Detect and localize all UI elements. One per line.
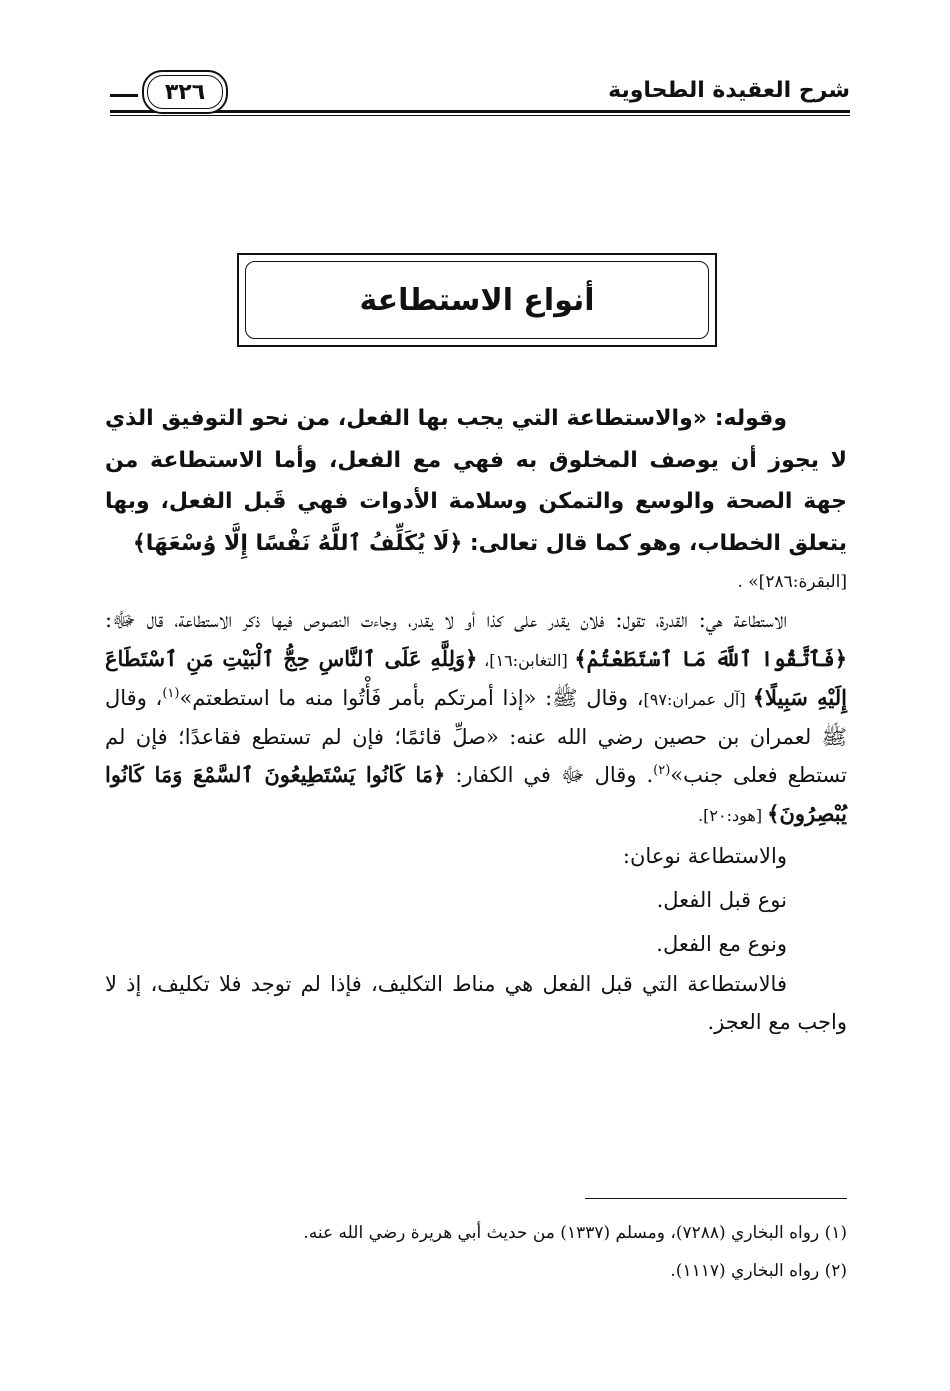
footnote-marker: (١) — [162, 686, 180, 701]
quran-reference: [التغابن:١٦]، — [477, 650, 575, 670]
types-intro: والاستطاعة نوعان: — [622, 844, 787, 868]
main-text — [105, 398, 847, 1041]
quoted-paragraph: وقوله: «والاستطاعة التي يجب بها الفعل، من نحو التوفيق الذي لا يجوز أن يوصف المخلوق به فهي مع الفعل، وأما الاستطاعة من جهة الصحة والوسع والتمكن وسلامة الأدوات فهي قَبل الفعل، وبها يتعلق الخطاب، وهو كما قال تعالى: ﴿لَا يُكَلِّفُ ٱللَّهُ نَفْسًا إِلَّا وُسْعَهَا﴾ — [105, 406, 847, 556]
page-number: ٣٢٦ — [164, 79, 206, 105]
section-title: أنواع الاستطاعة — [359, 282, 595, 318]
text-segment: ، وقال ﷺ: «إذا أمرتكم بأمر فَأْتُوا منه ما استطعتم» — [179, 686, 644, 710]
header-rule-thick — [110, 110, 850, 113]
text-segment: الاستطاعة هي: القدرة، تقول: فلان يقدر على كذا أو لا يقدر، وجاءت النصوص فيها ذكر الاستطاعة، قال ﷻ: — [105, 608, 787, 632]
quran-reference: [البقرة:٢٨٦]» . — [737, 572, 847, 592]
page-number-badge — [142, 70, 228, 114]
footnote-marker: (٢) — [653, 763, 671, 778]
page-header — [110, 70, 850, 126]
footnote-separator — [585, 1198, 847, 1199]
footnote-1: (١) رواه البخاري (٧٢٨٨)، ومسلم (١٣٣٧) من حديث أبي هريرة رضي الله عنه. — [303, 1223, 847, 1243]
quran-reference: [آل عمران:٩٧] — [643, 690, 753, 709]
section-title-frame — [237, 253, 717, 347]
type-before-action: نوع قبل الفعل. — [656, 888, 787, 912]
footnotes — [105, 1214, 847, 1290]
header-rule-thin — [110, 115, 850, 116]
header-ornament-dash — [110, 94, 138, 97]
text-segment: ، وقال ﷺ لعمران بن حصين رضي الله عنه: «صلِّ قائمًا؛ فإن لم تستطع فقاعدًا؛ فإن لم تستطع فعلى جنب» — [105, 686, 847, 787]
quran-reference: [هود:٢٠]. — [698, 805, 768, 825]
conclusion-paragraph: فالاستطاعة التي قبل الفعل هي مناط التكليف، فإذا لم توجد فلا تكليف، إذ لا واجب مع العجز. — [105, 972, 847, 1034]
running-title: شرح العقيدة الطحاوية — [608, 78, 850, 103]
quran-verse: ﴿فَٱتَّقُوا ٱللَّهَ مَا ٱسْتَطَعْتُمْ﴾ — [574, 645, 847, 671]
text-segment: . وقال ﷻ في الكفار: — [445, 763, 654, 787]
section-title-inner-frame — [245, 261, 709, 339]
quran-verse: ﴿مَا كَانُوا يَسْتَطِيعُونَ ٱلسَّمْعَ وَمَا كَانُوا يُبْصِرُونَ﴾ — [105, 762, 847, 826]
footnote-2: (٢) رواه البخاري (١١١٧). — [670, 1261, 847, 1281]
quran-verse: ﴿وَلِلَّهِ عَلَى ٱلنَّاسِ حِجُّ ٱلْبَيْتِ مَنِ ٱسْتَطَاعَ إِلَيْهِ سَبِيلًا﴾ — [105, 645, 847, 710]
type-with-action: ونوع مع الفعل. — [656, 932, 787, 956]
explanation-paragraph — [105, 602, 847, 834]
